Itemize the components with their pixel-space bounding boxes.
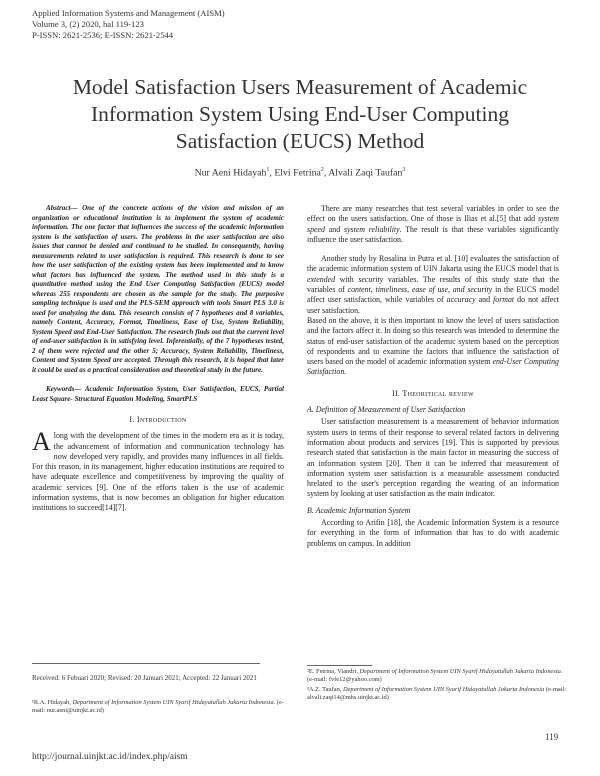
journal-url: http://journal.uinjkt.ac.id/index.php/aism [32, 752, 188, 762]
footnotes-authors-2-3 [307, 668, 569, 704]
left-column [32, 204, 284, 514]
journal-name: Applied Information Systems and Management (AISM) [32, 8, 225, 18]
body-paragraph: Another study by Rosalina in Putra et al. [10] evaluates the satisfaction of the academic information system of UIN Jakarta using the EUCS model that is extended with security variables. The results of this study state that the variables of content, timeliness, ease of use, and security in the EUCS model affect user satisfaction, while variables of accuracy and format do not affect user satisfaction. [307, 254, 560, 315]
intro-paragraph: Along with the development of the times in the modern era as it is today, the advancement of information and communication technology has now developed very rapidly, and provides many influences in all fields. For this reason, in its management, higher education institutions are required to have adequate excellence and competitiveness by improving the quality of academic services [9]. One of the efforts taken is the use of academic information systems, that is now becomes an obligation for higher education institutions to succeed[14][7]. [32, 427, 284, 513]
journal-issn: P-ISSN: 2621-2536; E-ISSN: 2621-2544 [32, 30, 174, 40]
author-affil-mark: 1 [266, 167, 270, 173]
author-affil-mark: 2 [320, 167, 324, 173]
abstract: Abstract— One of the concrete actions of the vision and mission of an organization or educational institution is to implement the system of academic information. The one factor that influences the success of the academic information system is the satisfaction of users. The problems in the user satisfaction are also issues that cannot be denied and continued to be studied. In consequently, having measurements related to user satisfaction is required. This research is done to see how the user satisfaction of the existing system has been implemented and to know what factors has influenced the system. The method used in this study is a quantitative method using the End User Computing Satisfaction (EUCS) model whereas 255 respondents are chosen as the sample for the study. The purposive sampling technique is used and the PLS-SEM approach with tools Smart PLS 3.0 is used for analyzing the data. This research consists of 7 hypotheses and 8 variables, namely Content, Accuracy, Format, Timeliness, Ease of Use, System Reliability, System Speed and End-User Satisfaction. The research finds out that the current level of end-user satisfaction is in satisfying level. Inferentially, of the 7 hypotheses tested, 2 of them were rejected and the other 5; Accuracy, System Reliability, Timeliness, Content and System Speed are accepted. Through this research, it is hoped that later it could be used as a practical consideration and theoretical study in the future. [32, 204, 284, 374]
author-name: Elvi Fetrina [274, 167, 321, 179]
journal-volume: Volume 3, (2) 2020, hal 119-123 [32, 19, 144, 29]
right-column [307, 204, 559, 549]
section-heading-theoretical-review: II. Theoritical review [392, 388, 474, 398]
author-name: Nur Aeni Hidayah [194, 167, 267, 179]
received-dates: Received: 6 Febuari 2020; Revised: 20 Januari 2021; Accepted: 22 Januari 2021 [32, 674, 257, 682]
author-name: Alvali Zaqi Taufan [328, 167, 403, 179]
journal-header [32, 8, 225, 41]
body-paragraph: There are many researches that test several variables in order to see the effect on the users satisfaction. One of those is Ilias et al.[5] that add system speed and system reliability. The result is that these variables significantly influence the user satisfaction. [307, 204, 559, 244]
body-paragraph: Based on the above, it is then important to know the level of users satisfaction and the factors affect it. In doing so this research was intended to determine the status of end-user satisfaction of the academic system based on the perception of respondents and to examine the factors that influence the satisfaction of users based on the model of academic information system end-User Computing Satisfaction. [307, 315, 559, 377]
footnote-divider [307, 665, 372, 666]
subsection-heading-a: A. Definition of Measurement of User Satisfaction [307, 405, 466, 415]
body-paragraph: According to Arifin [18], the Academic Information System is a resource for everything in the form of information that has to do with academic problems on campus. In addition [307, 518, 559, 548]
keywords: Keywords— Academic Information System, User Satisfaction, EUCS, Partial Least Square- Structural Equation Modeling, SmartPLS [32, 385, 284, 403]
author-list: Nur Aeni Hidayah$^1$, Elvi Fetrina$^2$, Alvali Zaqi Taufan$^3$ [194, 167, 406, 179]
abstract-text: One of the concrete actions of the vision and mission of an organization or educational institution is to implement the system of academic information. The one factor that influences the success of the academic information system is the satisfaction of users. The problems in the user satisfaction are also issues that cannot be denied and continued to be studied. In consequently, having measurements related to user satisfaction is required. This research is done to see how the user satisfaction of the existing system has been implemented and to know what factors has influenced the system. The method used in this study is a quantitative method using the End User Computing Satisfaction (EUCS) model whereas 255 respondents are chosen as the sample for the study. The purposive sampling technique is used and the PLS-SEM approach with tools Smart PLS 3.0 is used for analyzing the data. This research consists of 7 hypotheses and 8 variables, namely Content, Accuracy, Format, Timeliness, Ease of Use, System Reliability, System Speed and End-User Satisfaction. The research finds out that the current level of end-user satisfaction is in satisfying level. Inferentially, of the 7 hypotheses tested, 2 of them were rejected and the other 5; Accuracy, System Reliability, Timeliness, Content and System Speed are accepted. Through this research, it is hoped that later it could be used as a practical consideration and theoretical study in the future. [32, 204, 284, 374]
footnote-author-1: ¹R.A. Hidayah, Department of Information System UIN Syarif Hidayatullah Jakarta Indonesia. (e-mail: nur.aeni@uinjkt.ac.id) [32, 699, 285, 715]
abstract-label: Abstract [46, 204, 71, 212]
page-number: 119 [545, 732, 559, 742]
section-heading-introduction: I. Introduction [129, 415, 187, 424]
keywords-label: Keywords [46, 385, 75, 393]
keywords-text: Academic Information System, User Satisfaction, EUCS, Partial Least Square- Structural Equation Modeling, SmartPLS [32, 385, 284, 403]
drop-cap: A [32, 427, 51, 457]
body-paragraph: User satisfaction measurement is a measurement of behavior information system users in terms of their response to several related factors in delivering information about products and services [19]. This is supported by previous research stated that satisfaction is the main factor in measuring the success of an information system [20]. Then it can be inferred that measurement of information system user satisfaction is a measurable assessment conducted hrelated to the user's perception regarding the wearing of an information system by looking at user satisfaction as the main indicator. [307, 417, 559, 499]
footnote-author-3: ³A.Z. Taufan, Department of Information System UIN Syarif Hidayatullah Jakarta Indonesia (e-mail: alvali.zaqi14@mhs.uinjkt.ac.id) [307, 685, 567, 702]
author-affil-mark: 3 [402, 167, 406, 173]
paper-title: Model Satisfaction Users Measurement of Academic Information System Using End-User Computing Satisfaction (EUCS) Method [72, 75, 528, 153]
subsection-heading-b: B. Academic Information System [307, 505, 411, 515]
footnote-author-2: ²E. Fetrina, Viandri, Department of Information System UIN Syarif Hidayatullah Jakarta Indonesia. (e-mail: fvfe12@yahoo.com) [307, 668, 563, 684]
footnote-divider [32, 663, 260, 664]
